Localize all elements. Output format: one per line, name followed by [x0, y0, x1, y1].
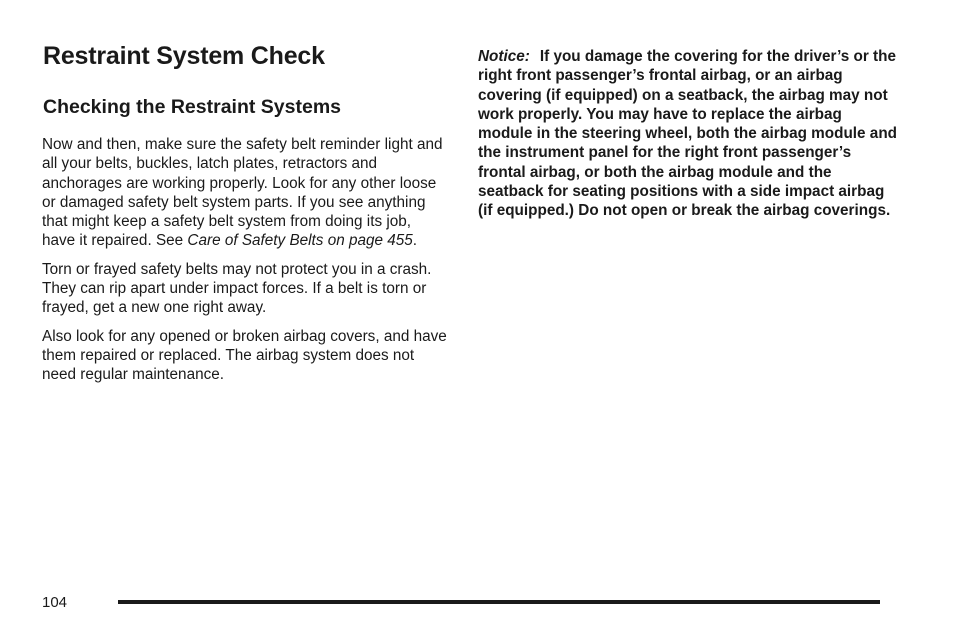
page-title: Restraint System Check [43, 42, 325, 70]
paragraph-airbag-covers: Also look for any opened or broken airbag covers, and have them repaired or replaced. The airbag system does not need regular maintenance. [42, 327, 447, 384]
notice-paragraph [478, 47, 898, 221]
paragraph-torn-belts: Torn or frayed safety belts may not protect you in a crash. They can rip apart under impact forces. If a belt is torn or frayed, get a new one right away. [42, 260, 432, 317]
page-number: 104 [42, 594, 68, 611]
section-heading: Checking the Restraint Systems [43, 96, 342, 118]
paragraph-check-belts [42, 135, 447, 251]
footer-rule [118, 600, 880, 604]
notice-text: If you damage the covering for the driver’s or the right front passenger’s frontal airbag, or an airbag covering (if equipped) on a seatback, the airbag may not work properly. You may have to replace the airbag module in the steering wheel, both the airbag module and the instrument panel for the right front passenger’s frontal airbag, or both the airbag module and the seatback for seating positions with a side impact airbag (if equipped.) Do not open or break the airbag coverings. [478, 48, 898, 220]
cross-reference-link[interactable]: Care of Safety Belts on page 455 [187, 232, 413, 250]
notice-label: Notice: [478, 48, 530, 65]
right-column [478, 47, 898, 221]
paragraph-end: . [412, 232, 418, 250]
paragraph-text: Now and then, make sure the safety belt reminder light and all your belts, buckles, latch plates, retractors and anchorages are working properly. Look for any other loose or damaged safety belt system parts. If you see anything that might keep a safety belt system from doing its job, have it repaired. See [42, 136, 443, 250]
left-column [42, 135, 447, 394]
